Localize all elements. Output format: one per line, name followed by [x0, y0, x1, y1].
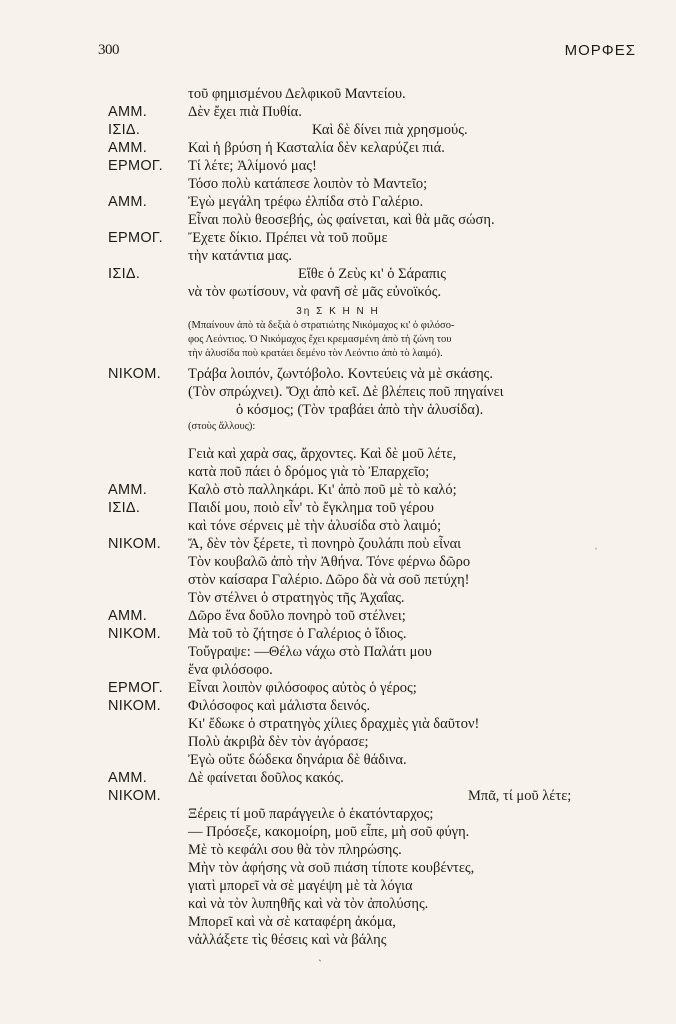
- dialogue-line: [0, 518, 676, 538]
- dialogue-line: [0, 716, 676, 736]
- dialogue-line: [0, 914, 676, 934]
- speaker-label: ΕΡΜΟΓ.: [108, 680, 163, 696]
- ink-speck: ˏ: [318, 948, 322, 962]
- dialogue-line: [0, 824, 676, 844]
- line-text: καὶ νὰ τὸν λυπηθῆς καὶ νὰ τὸν ἀπολύσης.: [188, 896, 429, 912]
- scene-heading: 3η Σ Κ Η Ν Η: [296, 306, 380, 317]
- dialogue-line: [0, 464, 676, 484]
- line-text: καὶ τόνε σέρνεις μὲ τὴν ἁλυσίδα στὸ λαιμό;: [188, 518, 442, 534]
- line-text: Τράβα λοιπόν, ζωντόβολο. Κοντεύεις νὰ μὲ σκάσης.: [188, 366, 494, 382]
- dialogue-line: [0, 860, 676, 880]
- line-text: Μὴν τὸν ἀφήσης νὰ σοῦ πιάση τίποτε κουβέντες,: [188, 860, 475, 876]
- line-text: Εἶναι λοιπὸν φιλόσοφος αὐτὸς ὁ γέρος;: [188, 680, 417, 696]
- speaker-label: ΝΙΚΟΜ.: [108, 698, 161, 714]
- dialogue-line: [0, 932, 676, 952]
- line-text: Ἐγὼ οὔτε δώδεκα δηνάρια δὲ θάδινα.: [188, 752, 407, 768]
- running-head: ΜΟΡΦΕΣ: [564, 42, 636, 59]
- line-text: τὴν κατάντια μας.: [188, 248, 293, 264]
- line-text: Ἐγὼ μεγάλη τρέφω ἐλπίδα στὸ Γαλέριο.: [188, 194, 424, 210]
- speaker-label: ΕΡΜΟΓ.: [108, 230, 163, 246]
- dialogue-line: [0, 176, 676, 196]
- line-text: γιατὶ μπορεῖ νὰ σὲ μαγέψη μὲ τὰ λόγια: [188, 878, 413, 894]
- dialogue-line: [0, 878, 676, 898]
- line-text: (Μπαίνουν ἀπὸ τὰ δεξιὰ ὁ στρατιώτης Νικόμαχος κι' ὁ φιλόσο-: [188, 320, 455, 331]
- page-number: 300: [98, 42, 119, 58]
- speaker-label: ΙΣΙΔ.: [108, 266, 141, 282]
- dialogue-line: [0, 626, 676, 646]
- dialogue-line: [0, 770, 676, 790]
- line-text: Μπᾶ, τί μοῦ λέτε;: [468, 788, 572, 804]
- line-text: Εἴθε ὁ Ζεὺς κι' ὁ Σάραπις: [298, 266, 446, 282]
- dialogue-line: [0, 266, 676, 286]
- dialogue-line: [0, 554, 676, 574]
- line-text: Καὶ δὲ δίνει πιὰ χρησμούς.: [312, 122, 468, 138]
- line-text: Μπορεῖ καὶ νὰ σὲ καταφέρη ἀκόμα,: [188, 914, 396, 930]
- dialogue-line: [0, 842, 676, 862]
- line-text: (στοὺς ἄλλους):: [188, 421, 256, 432]
- dialogue-line: [0, 680, 676, 700]
- line-text: Ξέρεις τί μοῦ παράγγειλε ὁ ἑκατόνταρχος;: [188, 806, 434, 822]
- speaker-label: ΝΙΚΟΜ.: [108, 366, 161, 382]
- line-text: τὴν ἁλυσίδα ποὺ κρατάει δεμένο τὸν Λεόντιο ἀπὸ τὸ λαιμό).: [188, 348, 443, 359]
- speaker-label: ΙΣΙΔ.: [108, 122, 141, 138]
- line-text: Εἶναι πολὺ θεοσεβής, ὡς φαίνεται, καὶ θὰ μᾶς σώση.: [188, 212, 495, 228]
- dialogue-line: [0, 366, 676, 386]
- line-text: Τὸν κουβαλῶ ἀπὸ τὴν Ἀθήνα. Τόνε φέρνω δῶρο: [188, 554, 471, 570]
- line-text: — Πρόσεξε, κακομοίρη, μοῦ εἶπε, μὴ σοῦ φύγη.: [188, 824, 470, 840]
- dialogue-line: [0, 284, 676, 304]
- speaker-label: ΑΜΜ.: [108, 770, 148, 786]
- speaker-label: ΑΜΜ.: [108, 608, 148, 624]
- line-text: κατὰ ποῦ πάει ὁ δρόμος γιὰ τὸ Ἐπαρχεῖο;: [188, 464, 430, 480]
- dialogue-line: [0, 140, 676, 160]
- dialogue-line: [0, 788, 676, 808]
- line-text: νὰ τὸν φωτίσουν, νὰ φανῆ σὲ μᾶς εὐνοϊκός.: [188, 284, 442, 300]
- line-text: φος Λεόντιος. Ὁ Νικόμαχος ἔχει κρεμασμένη ἀπὸ τὴ ζώνη του: [188, 334, 452, 345]
- dialogue-line: [0, 158, 676, 178]
- line-text: Παιδί μου, ποιὸ εἶν' τὸ ἔγκλημα τοῦ γέρου: [188, 500, 434, 516]
- line-text: στὸν καίσαρα Γαλέριο. Δῶρο δὰ νὰ σοῦ πετύχη!: [188, 572, 470, 588]
- dialogue-line: [0, 194, 676, 214]
- speaker-label: ΕΡΜΟΓ.: [108, 158, 163, 174]
- speaker-label: ΑΜΜ.: [108, 104, 148, 120]
- dialogue-line: [0, 590, 676, 610]
- line-text: Μὲ τὸ κεφάλι σου θὰ τὸν πληρώσης.: [188, 842, 402, 858]
- speaker-label: ΝΙΚΟΜ.: [108, 626, 161, 642]
- line-text: Καὶ ἡ βρύση ἡ Κασταλία δὲν κελαρύζει πιά.: [188, 140, 445, 156]
- line-text: Ἄ, δὲν τὸν ξέρετε, τὶ πονηρὸ ζουλάπι ποὺ εἶναι: [188, 536, 462, 552]
- line-text: Πολὺ ἀκριβὰ δὲν τὸν ἀγόρασε;: [188, 734, 369, 750]
- line-text: Τί λέτε; Ἀλίμονό μας!: [188, 158, 317, 174]
- line-text: νἀλλάξετε τὶς θέσεις καὶ νὰ βάλης: [188, 932, 387, 948]
- line-text: Δὲν ἔχει πιὰ Πυθία.: [188, 104, 302, 120]
- dialogue-line: [0, 752, 676, 772]
- line-text: Καλὸ στὸ παλληκάρι. Κι' ἀπὸ ποῦ μὲ τὸ καλό;: [188, 482, 457, 498]
- speaker-label: ΑΜΜ.: [108, 140, 148, 156]
- line-text: Κι' ἔδωκε ὁ στρατηγὸς χίλιες δραχμὲς γιὰ δαῦτον!: [188, 716, 480, 732]
- line-text: (Τὸν σπρώχνει). Ὄχι ἀπὸ κεῖ. Δὲ βλέπεις ποῦ πηγαίνει: [188, 384, 504, 400]
- line-text: Τὸν στέλνει ὁ στρατηγὸς τῆς Ἀχαΐας.: [188, 590, 405, 606]
- dialogue-line: [0, 384, 676, 404]
- dialogue-line: [0, 698, 676, 718]
- line-text: ὁ κόσμος; (Τὸν τραβάει ἀπὸ τὴν ἁλυσίδα).: [236, 402, 484, 418]
- line-text: Δῶρο ἕνα δοῦλο πονηρὸ τοῦ στέλνει;: [188, 608, 406, 624]
- line-text: τοῦ φημισμένου Δελφικοῦ Μαντείου.: [188, 86, 406, 102]
- speaker-label: ΝΙΚΟΜ.: [108, 536, 161, 552]
- dialogue-line: [0, 248, 676, 268]
- dialogue-line: [0, 806, 676, 826]
- stage-direction: [0, 348, 676, 368]
- speaker-label: ΑΜΜ.: [108, 482, 148, 498]
- dialogue-line: [0, 662, 676, 682]
- line-text: Ἔχετε δίκιο. Πρέπει νὰ τοῦ ποῦμε: [188, 230, 388, 246]
- line-text: Γειὰ καὶ χαρὰ σας, ἄρχοντες. Καὶ δὲ μοῦ λέτε,: [188, 446, 457, 462]
- dialogue-line: [0, 572, 676, 592]
- dialogue-line: [0, 608, 676, 628]
- line-text: ἕνα φιλόσοφο.: [188, 662, 273, 678]
- line-text: Φιλόσοφος καὶ μάλιστα δεινός.: [188, 698, 371, 714]
- dialogue-line: [0, 230, 676, 250]
- dialogue-line: [0, 104, 676, 124]
- dialogue-line: [0, 896, 676, 916]
- speaker-label: ΙΣΙΔ.: [108, 500, 141, 516]
- dialogue-line: [0, 536, 676, 556]
- line-text: Δὲ φαίνεται δοῦλος κακός.: [188, 770, 344, 786]
- margin-mark: ˌ: [594, 536, 598, 550]
- speaker-label: ΝΙΚΟΜ.: [108, 788, 161, 804]
- dialogue-line: [0, 734, 676, 754]
- dialogue-line: [0, 500, 676, 520]
- line-text: Τοὔγραψε: —Θέλω νάχω στὸ Παλάτι μου: [188, 644, 432, 660]
- dialogue-line: [0, 122, 676, 142]
- dialogue-line: [0, 212, 676, 232]
- dialogue-line: [0, 402, 676, 422]
- line-text: Τόσο πολὺ κατάπεσε λοιπὸν τὸ Μαντεῖο;: [188, 176, 428, 192]
- dialogue-line: [0, 482, 676, 502]
- stage-direction: [0, 421, 676, 441]
- speaker-label: ΑΜΜ.: [108, 194, 148, 210]
- dialogue-line: [0, 86, 676, 106]
- line-text: Μὰ τοῦ τὸ ζήτησε ὁ Γαλέριος ὁ ἴδιος.: [188, 626, 407, 642]
- dialogue-line: [0, 446, 676, 466]
- dialogue-line: [0, 644, 676, 664]
